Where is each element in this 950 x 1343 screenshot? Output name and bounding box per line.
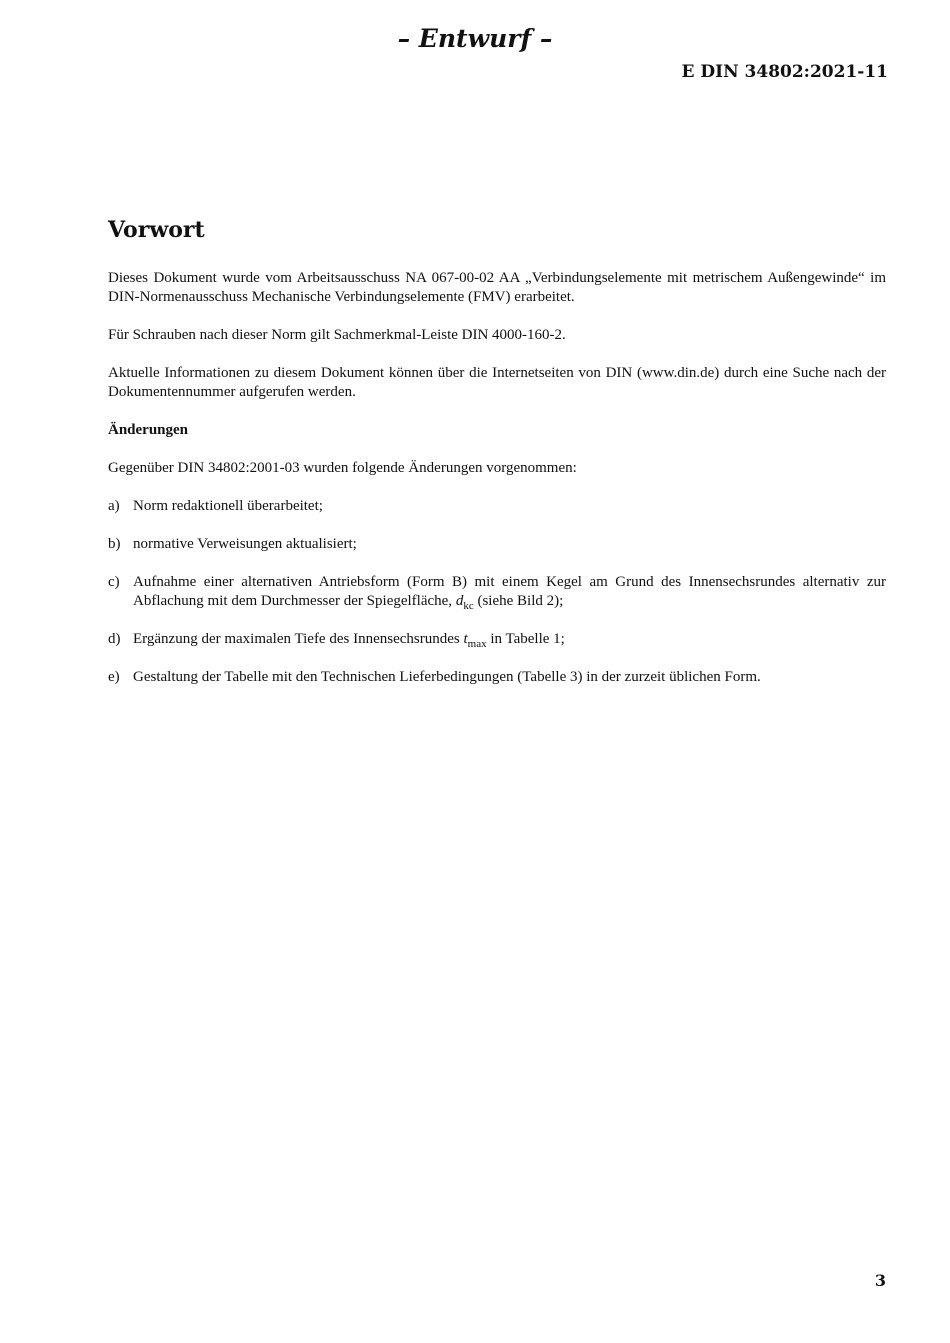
page-number: 3 — [874, 1271, 886, 1290]
math-subscript: kc — [463, 600, 474, 612]
list-item — [108, 573, 886, 611]
list-marker: c) — [108, 574, 120, 590]
changes-intro: Gegenüber DIN 34802:2001-03 wurden folgende Änderungen vorgenommen: — [108, 460, 577, 476]
text-segment: Ergänzung der maximalen Tiefe des Innensechsrundes — [133, 631, 464, 647]
list-item-text — [133, 573, 886, 611]
foreword-paragraph: Dieses Dokument wurde vom Arbeitsausschuss NA 067-00-02 AA „Verbindungselemente mit metrischem Außengewinde“ im DIN-Normenausschuss Mechanische Verbindungselemente (FMV) erarbeitet. — [108, 270, 886, 305]
draft-mark: – Entwurf – — [397, 24, 553, 53]
text-segment: in Tabelle 1; — [486, 631, 565, 647]
math-symbol: t — [463, 631, 468, 647]
page-content — [108, 214, 886, 706]
list-item — [108, 497, 886, 516]
section-title: Vorwort — [108, 217, 205, 243]
foreword-paragraph: Aktuelle Informationen zu diesem Dokument können über die Internetseiten von DIN (www.din.de) durch eine Suche nach der Dokumentennummer aufgerufen werden. — [108, 365, 886, 400]
list-item — [108, 535, 886, 554]
math-subscript: max — [467, 638, 487, 650]
changes-heading: Änderungen — [108, 422, 189, 438]
list-item-text: Norm redaktionell überarbeitet; — [133, 498, 323, 514]
list-item — [108, 668, 886, 687]
list-item-text: normative Verweisungen aktualisiert; — [133, 536, 357, 552]
list-item-text: Gestaltung der Tabelle mit den Technischen Lieferbedingungen (Tabelle 3) in der zurzeit üblichen Form. — [133, 669, 761, 685]
math-symbol: d — [455, 593, 464, 609]
list-marker: d) — [108, 631, 121, 647]
list-item — [108, 630, 886, 649]
list-marker: b) — [108, 536, 121, 552]
text-segment: Aufnahme einer alternativen Antriebsform (Form B) mit einem Kegel am Grund des Innensechsrundes alternativ zur Abflachung mit dem Durchmesser der Spiegelfläche, — [133, 574, 886, 609]
foreword-paragraph: Für Schrauben nach dieser Norm gilt Sachmerkmal-Leiste DIN 4000-160-2. — [108, 327, 566, 343]
list-item-text — [133, 630, 886, 649]
list-marker: a) — [108, 498, 120, 514]
document-id: E DIN 34802:2021-11 — [681, 62, 888, 82]
list-marker: e) — [108, 669, 120, 685]
text-segment: (siehe Bild 2); — [473, 593, 564, 609]
changes-list — [108, 497, 886, 687]
